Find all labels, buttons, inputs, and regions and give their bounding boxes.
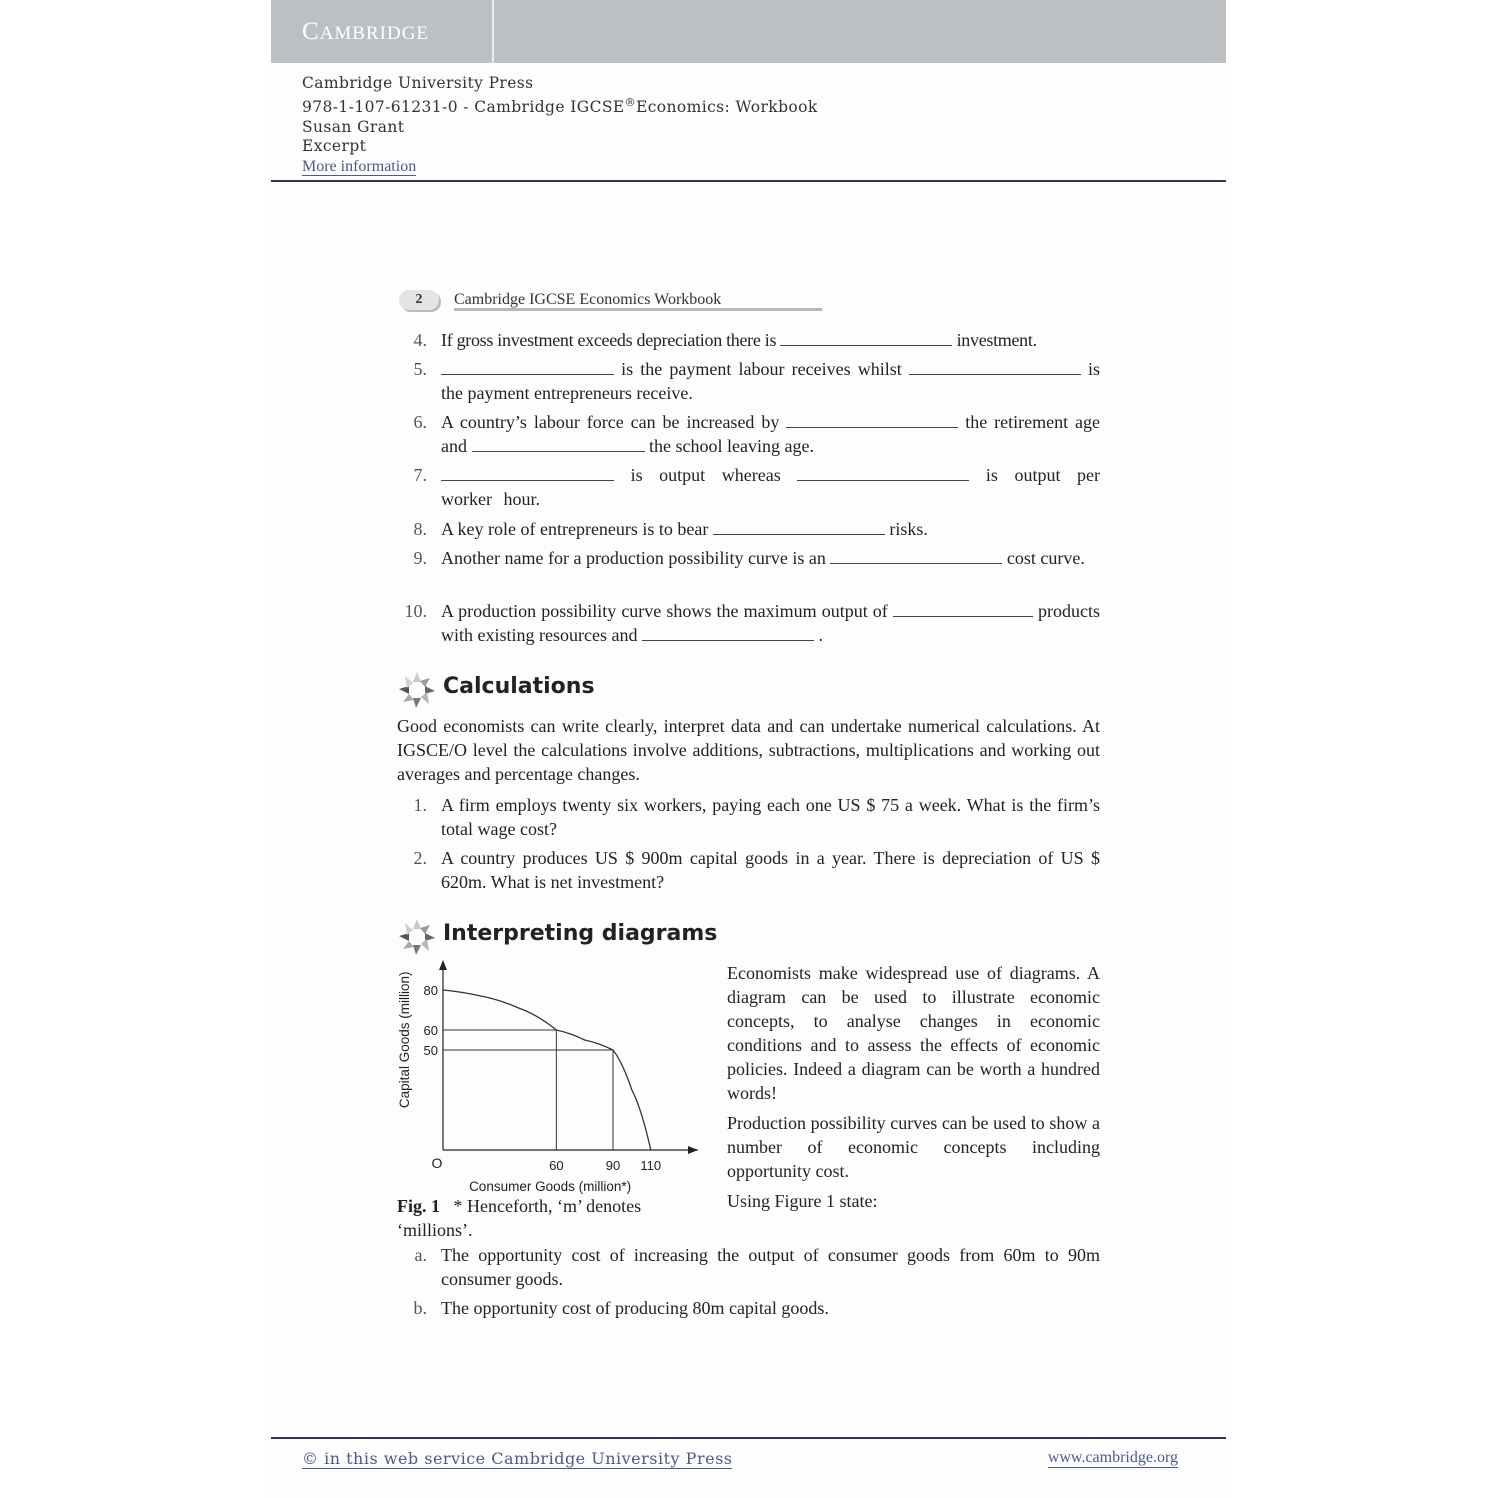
- cambridge-logo: [302, 18, 429, 46]
- question-text: cost curve.: [1006, 548, 1085, 568]
- question-6: [397, 410, 1100, 458]
- answer-blank[interactable]: [830, 546, 1002, 564]
- answer-blank[interactable]: [786, 410, 958, 428]
- interpreting-para-2: Production possibility curves can be used to show a number of economic concepts including opportunity cost.: [727, 1113, 1100, 1181]
- question-text: is output whereas: [630, 465, 781, 485]
- answer-blank[interactable]: [472, 434, 645, 452]
- y-tick-label: 50: [423, 1043, 438, 1058]
- question-text: .: [818, 625, 823, 645]
- banner-divider: [492, 0, 494, 63]
- diagram-question-a: [397, 1243, 1100, 1291]
- question-8: [397, 517, 1100, 541]
- y-axis-arrow: [439, 960, 447, 970]
- isbn-prefix: 978-1-107-61231-0 - Cambridge IGCSE: [302, 98, 625, 117]
- interpreting-para-1: Economists make widespread use of diagrams. A diagram can be used to illustrate economic concepts, to analyse changes in economic conditions and to assess the effects of economic policies. Indeed a diagram can be worth a hundred words!: [727, 963, 1100, 1103]
- answer-blank[interactable]: [642, 623, 814, 641]
- ppc-chart: [397, 954, 717, 1204]
- question-text: investment.: [956, 330, 1037, 350]
- figure-caption: [397, 1194, 697, 1242]
- registered-mark: ®: [624, 96, 636, 110]
- header-banner: [271, 0, 1226, 63]
- calculations-intro: Good economists can write clearly, interpret data and can undertake numerical calculations. At IGSCE/O level the calculations involve additions, subtractions, multiplications and working out averages and percentage changes.: [397, 716, 1100, 784]
- excerpt-label: Excerpt: [302, 137, 367, 156]
- x-tick-label: 90: [605, 1158, 621, 1173]
- question-text: is the payment labour receives whilst: [621, 359, 902, 379]
- question-text: the retirement age and: [441, 412, 1101, 456]
- question-number: 6.: [413, 412, 427, 432]
- question-5: [397, 357, 1100, 405]
- origin-label: O: [431, 1155, 443, 1171]
- cambridge-website-link[interactable]: www.cambridge.org: [1047, 1449, 1178, 1466]
- question-9: [397, 546, 1100, 570]
- running-title: Cambridge IGCSE Economics Workbook: [454, 291, 722, 308]
- ppc-curve: [443, 990, 651, 1150]
- x-tick-label: 110: [640, 1158, 662, 1173]
- question-text: the school leaving age.: [649, 436, 814, 456]
- question-text: is the payment entrepreneurs receive.: [441, 359, 1101, 403]
- author: Susan Grant: [302, 117, 405, 136]
- y-axis-label: Capital Goods (million): [397, 971, 412, 1109]
- question-text: A firm employs twenty six workers, paying each one US $ 75 a week. What is the firm’s total wage cost?: [441, 795, 1100, 839]
- running-rule: [454, 308, 822, 311]
- gear-cluster-icon: [397, 670, 437, 710]
- bottom-divider: [271, 1437, 1226, 1439]
- question-number: 7.: [413, 465, 427, 485]
- question-letter: a.: [414, 1245, 427, 1265]
- answer-blank[interactable]: [893, 599, 1033, 617]
- question-number: 8.: [413, 519, 427, 539]
- calc-question-2: [397, 846, 1100, 894]
- interpreting-title: Interpreting diagrams: [443, 921, 718, 946]
- answer-blank[interactable]: [441, 463, 614, 481]
- y-tick-label: 80: [423, 983, 438, 998]
- more-information-link[interactable]: More information: [302, 157, 417, 175]
- answer-blank[interactable]: [713, 517, 885, 535]
- question-4: [397, 328, 1100, 352]
- question-7: [397, 463, 1100, 511]
- gear-cluster-icon: [397, 917, 437, 957]
- question-number: 1.: [413, 795, 427, 815]
- question-text: A key role of entrepreneurs is to bear: [441, 519, 709, 539]
- y-tick-label: 60: [423, 1023, 438, 1038]
- question-text: is output per worker hour.: [441, 465, 1100, 509]
- question-text: The opportunity cost of producing 80m capital goods.: [441, 1298, 829, 1318]
- copyright-link[interactable]: © in this web service Cambridge University Press: [302, 1449, 733, 1468]
- question-text: The opportunity cost of increasing the output of consumer goods from 60m to 90m consumer goods.: [441, 1245, 1100, 1289]
- running-head: [397, 288, 827, 314]
- question-text: A production possibility curve shows the maximum output of: [441, 601, 888, 621]
- publisher: Cambridge University Press: [302, 74, 534, 92]
- question-number: 4.: [413, 330, 427, 350]
- interpreting-text: [727, 961, 1100, 1219]
- answer-blank[interactable]: [909, 357, 1081, 375]
- x-axis-arrow: [688, 1146, 698, 1154]
- question-text: A country produces US $ 900m capital goods in a year. There is depreciation of US $ 620m. What is net investment?: [441, 848, 1100, 892]
- x-axis-label: Consumer Goods (million*): [469, 1179, 632, 1194]
- answer-blank[interactable]: [797, 463, 969, 481]
- question-text: A country’s labour force can be increased by: [441, 412, 780, 432]
- question-text: Another name for a production possibility curve is an: [441, 548, 826, 568]
- figure-note: * Henceforth, ‘m’ denotes ‘millions’.: [397, 1196, 642, 1240]
- question-text: products with existing resources and: [441, 601, 1101, 645]
- question-10: [397, 599, 1100, 647]
- top-divider: [271, 180, 1226, 182]
- question-number: 2.: [413, 848, 427, 868]
- answer-blank[interactable]: [441, 357, 614, 375]
- interpreting-para-3: Using Figure 1 state:: [727, 1191, 878, 1211]
- logo-rest: AMBRIDGE: [319, 23, 430, 44]
- logo-initial: C: [302, 18, 320, 45]
- answer-blank[interactable]: [780, 328, 952, 346]
- question-text: risks.: [889, 519, 928, 539]
- diagram-question-b: [397, 1296, 1100, 1320]
- page: [271, 0, 1226, 1498]
- question-letter: b.: [413, 1298, 427, 1318]
- book-metadata: [302, 74, 818, 176]
- isbn-title: [302, 93, 818, 118]
- question-number: 10.: [404, 601, 427, 621]
- x-tick-label: 60: [549, 1158, 564, 1173]
- question-number: 5.: [413, 359, 427, 379]
- calculations-title: Calculations: [443, 674, 595, 699]
- figure-label: Fig. 1: [397, 1196, 440, 1216]
- question-text: If gross investment exceeds depreciation there is: [441, 330, 777, 350]
- calc-question-1: [397, 793, 1100, 841]
- page-number: 2: [399, 290, 439, 310]
- isbn-suffix: Economics: Workbook: [635, 98, 818, 117]
- question-number: 9.: [413, 548, 427, 568]
